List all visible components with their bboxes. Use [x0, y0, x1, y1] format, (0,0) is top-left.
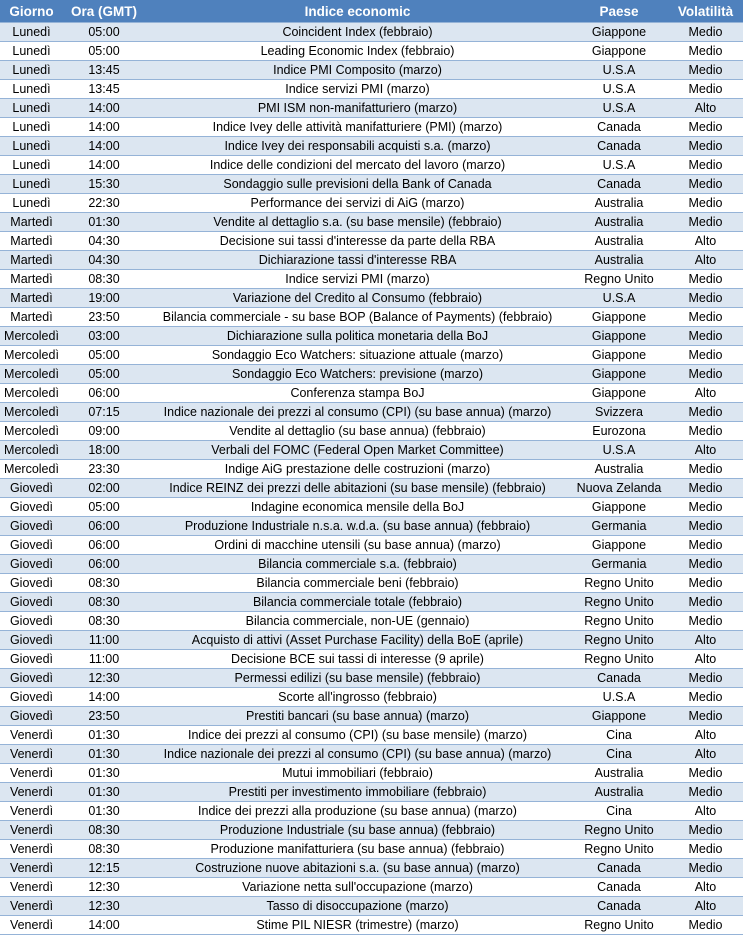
indicator-cell: Verbali del FOMC (Federal Open Market Committee) [145, 441, 570, 460]
table-row [0, 840, 743, 859]
country-cell: Germania [570, 517, 668, 536]
country-cell: Regno Unito [570, 821, 668, 840]
volatility-cell: Medio [668, 270, 743, 289]
day-cell: Lunedì [0, 99, 63, 118]
country-cell: U.S.A [570, 80, 668, 99]
table-row [0, 194, 743, 213]
country-cell: Cina [570, 745, 668, 764]
indicator-cell: Bilancia commerciale beni (febbraio) [145, 574, 570, 593]
volatility-cell: Medio [668, 156, 743, 175]
day-cell: Mercoledì [0, 327, 63, 346]
day-cell: Giovedì [0, 536, 63, 555]
country-cell: Giappone [570, 308, 668, 327]
volatility-cell: Medio [668, 574, 743, 593]
country-cell: Cina [570, 802, 668, 821]
table-row [0, 593, 743, 612]
time-cell: 14:00 [63, 916, 145, 935]
day-cell: Lunedì [0, 156, 63, 175]
volatility-cell: Alto [668, 99, 743, 118]
indicator-cell: Permessi edilizi (su base mensile) (febbraio) [145, 669, 570, 688]
indicator-cell: Costruzione nuove abitazioni s.a. (su base annua) (marzo) [145, 859, 570, 878]
table-row [0, 384, 743, 403]
time-cell: 13:45 [63, 80, 145, 99]
country-cell: Regno Unito [570, 916, 668, 935]
country-cell: U.S.A [570, 99, 668, 118]
indicator-cell: Sondaggio Eco Watchers: previsione (marzo) [145, 365, 570, 384]
table-row [0, 802, 743, 821]
table-row [0, 536, 743, 555]
time-cell: 06:00 [63, 555, 145, 574]
time-cell: 05:00 [63, 498, 145, 517]
indicator-cell: Indice nazionale dei prezzi al consumo (CPI) (su base annua) (marzo) [145, 403, 570, 422]
country-cell: Australia [570, 460, 668, 479]
country-cell: Giappone [570, 707, 668, 726]
day-cell: Venerdì [0, 783, 63, 802]
day-cell: Mercoledì [0, 441, 63, 460]
time-cell: 04:30 [63, 251, 145, 270]
time-cell: 08:30 [63, 574, 145, 593]
day-cell: Giovedì [0, 479, 63, 498]
volatility-cell: Alto [668, 441, 743, 460]
table-row [0, 118, 743, 137]
header-giorno: Giorno [0, 0, 63, 23]
country-cell: U.S.A [570, 61, 668, 80]
day-cell: Giovedì [0, 650, 63, 669]
time-cell: 08:30 [63, 612, 145, 631]
time-cell: 12:15 [63, 859, 145, 878]
table-row [0, 460, 743, 479]
indicator-cell: Prestiti bancari (su base annua) (marzo) [145, 707, 570, 726]
table-row [0, 688, 743, 707]
table-row [0, 726, 743, 745]
volatility-cell: Medio [668, 42, 743, 61]
indicator-cell: Indice delle condizioni del mercato del lavoro (marzo) [145, 156, 570, 175]
time-cell: 23:50 [63, 707, 145, 726]
time-cell: 01:30 [63, 764, 145, 783]
country-cell: Regno Unito [570, 650, 668, 669]
day-cell: Venerdì [0, 878, 63, 897]
volatility-cell: Alto [668, 631, 743, 650]
volatility-cell: Medio [668, 289, 743, 308]
volatility-cell: Medio [668, 593, 743, 612]
day-cell: Venerdì [0, 916, 63, 935]
day-cell: Lunedì [0, 23, 63, 42]
table-row [0, 80, 743, 99]
country-cell: Giappone [570, 23, 668, 42]
day-cell: Martedì [0, 270, 63, 289]
volatility-cell: Medio [668, 517, 743, 536]
country-cell: Giappone [570, 536, 668, 555]
day-cell: Lunedì [0, 118, 63, 137]
indicator-cell: Tasso di disoccupazione (marzo) [145, 897, 570, 916]
country-cell: Giappone [570, 384, 668, 403]
day-cell: Mercoledì [0, 422, 63, 441]
time-cell: 05:00 [63, 346, 145, 365]
country-cell: Canada [570, 137, 668, 156]
day-cell: Lunedì [0, 80, 63, 99]
volatility-cell: Medio [668, 365, 743, 384]
table-row [0, 99, 743, 118]
indicator-cell: Bilancia commerciale - su base BOP (Balance of Payments) (febbraio) [145, 308, 570, 327]
time-cell: 06:00 [63, 536, 145, 555]
time-cell: 01:30 [63, 802, 145, 821]
volatility-cell: Medio [668, 688, 743, 707]
time-cell: 12:30 [63, 897, 145, 916]
time-cell: 11:00 [63, 650, 145, 669]
table-row [0, 631, 743, 650]
time-cell: 08:30 [63, 840, 145, 859]
time-cell: 14:00 [63, 137, 145, 156]
table-row [0, 574, 743, 593]
volatility-cell: Medio [668, 346, 743, 365]
country-cell: Giappone [570, 365, 668, 384]
indicator-cell: Indice Ivey delle attività manifatturiere (PMI) (marzo) [145, 118, 570, 137]
indicator-cell: Bilancia commerciale s.a. (febbraio) [145, 555, 570, 574]
time-cell: 19:00 [63, 289, 145, 308]
volatility-cell: Medio [668, 479, 743, 498]
indicator-cell: Indice REINZ dei prezzi delle abitazioni (su base mensile) (febbraio) [145, 479, 570, 498]
country-cell: Australia [570, 213, 668, 232]
country-cell: Australia [570, 764, 668, 783]
table-row [0, 441, 743, 460]
indicator-cell: Indice servizi PMI (marzo) [145, 80, 570, 99]
country-cell: Regno Unito [570, 631, 668, 650]
country-cell: Regno Unito [570, 593, 668, 612]
time-cell: 05:00 [63, 365, 145, 384]
volatility-cell: Medio [668, 308, 743, 327]
day-cell: Venerdì [0, 859, 63, 878]
country-cell: Germania [570, 555, 668, 574]
table-row [0, 327, 743, 346]
volatility-cell: Alto [668, 384, 743, 403]
country-cell: Australia [570, 232, 668, 251]
time-cell: 12:30 [63, 878, 145, 897]
volatility-cell: Medio [668, 707, 743, 726]
volatility-cell: Medio [668, 403, 743, 422]
table-row [0, 498, 743, 517]
time-cell: 08:30 [63, 593, 145, 612]
volatility-cell: Medio [668, 821, 743, 840]
volatility-cell: Medio [668, 669, 743, 688]
day-cell: Venerdì [0, 897, 63, 916]
volatility-cell: Alto [668, 232, 743, 251]
volatility-cell: Alto [668, 726, 743, 745]
volatility-cell: Medio [668, 194, 743, 213]
country-cell: Svizzera [570, 403, 668, 422]
table-row [0, 42, 743, 61]
time-cell: 02:00 [63, 479, 145, 498]
day-cell: Martedì [0, 213, 63, 232]
table-row [0, 175, 743, 194]
volatility-cell: Medio [668, 612, 743, 631]
country-cell: Canada [570, 878, 668, 897]
country-cell: Australia [570, 251, 668, 270]
indicator-cell: Vendite al dettaglio (su base annua) (febbraio) [145, 422, 570, 441]
time-cell: 05:00 [63, 23, 145, 42]
table-row [0, 859, 743, 878]
header-row [0, 0, 743, 23]
volatility-cell: Medio [668, 175, 743, 194]
day-cell: Mercoledì [0, 384, 63, 403]
day-cell: Mercoledì [0, 460, 63, 479]
country-cell: Eurozona [570, 422, 668, 441]
volatility-cell: Medio [668, 213, 743, 232]
table-row [0, 365, 743, 384]
volatility-cell: Medio [668, 61, 743, 80]
indicator-cell: Indice servizi PMI (marzo) [145, 270, 570, 289]
day-cell: Mercoledì [0, 403, 63, 422]
country-cell: Australia [570, 783, 668, 802]
day-cell: Martedì [0, 289, 63, 308]
country-cell: Canada [570, 859, 668, 878]
time-cell: 23:50 [63, 308, 145, 327]
indicator-cell: Stime PIL NIESR (trimestre) (marzo) [145, 916, 570, 935]
time-cell: 23:30 [63, 460, 145, 479]
day-cell: Mercoledì [0, 365, 63, 384]
day-cell: Mercoledì [0, 346, 63, 365]
time-cell: 12:30 [63, 669, 145, 688]
indicator-cell: Bilancia commerciale, non-UE (gennaio) [145, 612, 570, 631]
volatility-cell: Medio [668, 859, 743, 878]
country-cell: Australia [570, 194, 668, 213]
time-cell: 03:00 [63, 327, 145, 346]
time-cell: 09:00 [63, 422, 145, 441]
country-cell: Giappone [570, 346, 668, 365]
indicator-cell: Variazione netta sull'occupazione (marzo) [145, 878, 570, 897]
country-cell: Nuova Zelanda [570, 479, 668, 498]
volatility-cell: Medio [668, 764, 743, 783]
table-row [0, 308, 743, 327]
table-row [0, 232, 743, 251]
day-cell: Giovedì [0, 612, 63, 631]
country-cell: Canada [570, 669, 668, 688]
volatility-cell: Alto [668, 878, 743, 897]
day-cell: Venerdì [0, 802, 63, 821]
table-row [0, 422, 743, 441]
indicator-cell: Produzione Industriale (su base annua) (febbraio) [145, 821, 570, 840]
indicator-cell: Produzione manifatturiera (su base annua) (febbraio) [145, 840, 570, 859]
time-cell: 01:30 [63, 783, 145, 802]
volatility-cell: Medio [668, 137, 743, 156]
table-row [0, 23, 743, 42]
day-cell: Martedì [0, 251, 63, 270]
indicator-cell: Produzione Industriale n.s.a. w.d.a. (su base annua) (febbraio) [145, 517, 570, 536]
table-row [0, 137, 743, 156]
volatility-cell: Medio [668, 80, 743, 99]
indicator-cell: Bilancia commerciale totale (febbraio) [145, 593, 570, 612]
time-cell: 14:00 [63, 118, 145, 137]
table-row [0, 612, 743, 631]
volatility-cell: Medio [668, 23, 743, 42]
time-cell: 06:00 [63, 517, 145, 536]
table-row [0, 213, 743, 232]
indicator-cell: Dichiarazione sulla politica monetaria della BoJ [145, 327, 570, 346]
day-cell: Giovedì [0, 631, 63, 650]
time-cell: 01:30 [63, 213, 145, 232]
time-cell: 18:00 [63, 441, 145, 460]
indicator-cell: Indice Ivey dei responsabili acquisti s.a. (marzo) [145, 137, 570, 156]
table-row [0, 403, 743, 422]
time-cell: 14:00 [63, 99, 145, 118]
country-cell: U.S.A [570, 688, 668, 707]
time-cell: 01:30 [63, 745, 145, 764]
volatility-cell: Alto [668, 802, 743, 821]
day-cell: Giovedì [0, 669, 63, 688]
time-cell: 05:00 [63, 42, 145, 61]
volatility-cell: Medio [668, 555, 743, 574]
day-cell: Martedì [0, 308, 63, 327]
volatility-cell: Medio [668, 118, 743, 137]
time-cell: 08:30 [63, 821, 145, 840]
day-cell: Lunedì [0, 137, 63, 156]
indicator-cell: Conferenza stampa BoJ [145, 384, 570, 403]
table-row [0, 517, 743, 536]
indicator-cell: Indice nazionale dei prezzi al consumo (CPI) (su base annua) (marzo) [145, 745, 570, 764]
volatility-cell: Alto [668, 897, 743, 916]
indicator-cell: Coincident Index (febbraio) [145, 23, 570, 42]
indicator-cell: Indagine economica mensile della BoJ [145, 498, 570, 517]
table-row [0, 650, 743, 669]
table-row [0, 783, 743, 802]
header-indice: Indice economic [145, 0, 570, 23]
time-cell: 14:00 [63, 156, 145, 175]
table-row [0, 251, 743, 270]
indicator-cell: Leading Economic Index (febbraio) [145, 42, 570, 61]
indicator-cell: Scorte all'ingrosso (febbraio) [145, 688, 570, 707]
country-cell: U.S.A [570, 289, 668, 308]
indicator-cell: Decisione BCE sui tassi di interesse (9 aprile) [145, 650, 570, 669]
table-row [0, 669, 743, 688]
header-paese: Paese [570, 0, 668, 23]
table-row [0, 555, 743, 574]
indicator-cell: Dichiarazione tassi d'interesse RBA [145, 251, 570, 270]
country-cell: Canada [570, 175, 668, 194]
table-row [0, 346, 743, 365]
volatility-cell: Alto [668, 745, 743, 764]
time-cell: 13:45 [63, 61, 145, 80]
time-cell: 08:30 [63, 270, 145, 289]
time-cell: 15:30 [63, 175, 145, 194]
day-cell: Venerdì [0, 764, 63, 783]
indicator-cell: PMI ISM non-manifatturiero (marzo) [145, 99, 570, 118]
time-cell: 04:30 [63, 232, 145, 251]
day-cell: Lunedì [0, 42, 63, 61]
country-cell: Canada [570, 897, 668, 916]
table-row [0, 270, 743, 289]
time-cell: 06:00 [63, 384, 145, 403]
indicator-cell: Indice dei prezzi alla produzione (su base annua) (marzo) [145, 802, 570, 821]
time-cell: 07:15 [63, 403, 145, 422]
indicator-cell: Performance dei servizi di AiG (marzo) [145, 194, 570, 213]
country-cell: Giappone [570, 498, 668, 517]
country-cell: Regno Unito [570, 612, 668, 631]
day-cell: Venerdì [0, 726, 63, 745]
day-cell: Venerdì [0, 745, 63, 764]
day-cell: Giovedì [0, 555, 63, 574]
table-row [0, 821, 743, 840]
time-cell: 11:00 [63, 631, 145, 650]
day-cell: Giovedì [0, 498, 63, 517]
day-cell: Martedì [0, 232, 63, 251]
day-cell: Lunedì [0, 61, 63, 80]
day-cell: Venerdì [0, 821, 63, 840]
country-cell: U.S.A [570, 156, 668, 175]
time-cell: 01:30 [63, 726, 145, 745]
indicator-cell: Mutui immobiliari (febbraio) [145, 764, 570, 783]
indicator-cell: Sondaggio sulle previsioni della Bank of Canada [145, 175, 570, 194]
table-row [0, 479, 743, 498]
table-row [0, 707, 743, 726]
day-cell: Giovedì [0, 688, 63, 707]
indicator-cell: Vendite al dettaglio s.a. (su base mensile) (febbraio) [145, 213, 570, 232]
indicator-cell: Indice dei prezzi al consumo (CPI) (su base mensile) (marzo) [145, 726, 570, 745]
volatility-cell: Medio [668, 916, 743, 935]
indicator-cell: Prestiti per investimento immobiliare (febbraio) [145, 783, 570, 802]
indicator-cell: Indige AiG prestazione delle costruzioni (marzo) [145, 460, 570, 479]
table-row [0, 61, 743, 80]
table-row [0, 156, 743, 175]
volatility-cell: Alto [668, 650, 743, 669]
country-cell: Giappone [570, 42, 668, 61]
table-row [0, 916, 743, 935]
volatility-cell: Medio [668, 498, 743, 517]
volatility-cell: Medio [668, 327, 743, 346]
header-ora: Ora (GMT) [63, 0, 145, 23]
day-cell: Giovedì [0, 574, 63, 593]
indicator-cell: Decisione sui tassi d'interesse da parte della RBA [145, 232, 570, 251]
time-cell: 14:00 [63, 688, 145, 707]
volatility-cell: Medio [668, 422, 743, 441]
table-row [0, 745, 743, 764]
day-cell: Giovedì [0, 517, 63, 536]
volatility-cell: Medio [668, 840, 743, 859]
country-cell: Giappone [570, 327, 668, 346]
volatility-cell: Medio [668, 783, 743, 802]
indicator-cell: Ordini di macchine utensili (su base annua) (marzo) [145, 536, 570, 555]
table-row [0, 897, 743, 916]
volatility-cell: Medio [668, 460, 743, 479]
indicator-cell: Indice PMI Composito (marzo) [145, 61, 570, 80]
indicator-cell: Variazione del Credito al Consumo (febbraio) [145, 289, 570, 308]
day-cell: Giovedì [0, 707, 63, 726]
day-cell: Lunedì [0, 175, 63, 194]
volatility-cell: Medio [668, 536, 743, 555]
country-cell: Regno Unito [570, 574, 668, 593]
country-cell: Canada [570, 118, 668, 137]
country-cell: U.S.A [570, 441, 668, 460]
country-cell: Regno Unito [570, 840, 668, 859]
indicator-cell: Acquisto di attivi (Asset Purchase Facility) della BoE (aprile) [145, 631, 570, 650]
table-row [0, 289, 743, 308]
indicator-cell: Sondaggio Eco Watchers: situazione attuale (marzo) [145, 346, 570, 365]
day-cell: Giovedì [0, 593, 63, 612]
country-cell: Cina [570, 726, 668, 745]
day-cell: Venerdì [0, 840, 63, 859]
day-cell: Lunedì [0, 194, 63, 213]
table-row [0, 764, 743, 783]
country-cell: Regno Unito [570, 270, 668, 289]
time-cell: 22:30 [63, 194, 145, 213]
table-row [0, 878, 743, 897]
header-volatilita: Volatilità [668, 0, 743, 23]
volatility-cell: Alto [668, 251, 743, 270]
